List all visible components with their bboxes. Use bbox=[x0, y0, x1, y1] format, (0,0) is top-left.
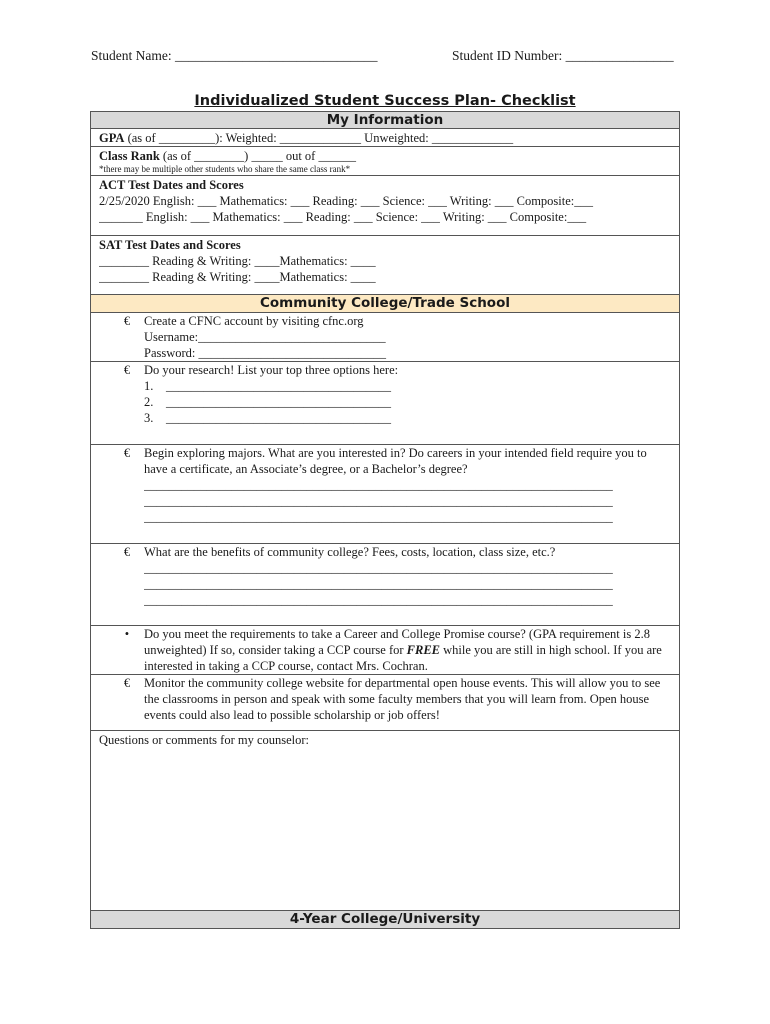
class-rank-label: Class Rank bbox=[99, 149, 160, 163]
checklist-item-ccp bbox=[91, 626, 679, 675]
cfnc-password-field: Password: ______________________________ bbox=[144, 346, 387, 360]
section-header-my-information: My Information bbox=[91, 112, 679, 129]
section-header-four-year-college: 4-Year College/University bbox=[91, 911, 679, 928]
benefits-answer-line-3: ___________________________________________________________________________ bbox=[144, 593, 613, 607]
page-title: Individualized Student Success Plan- Checklist bbox=[194, 93, 576, 109]
majors-answer-line-2: ___________________________________________________________________________ bbox=[144, 494, 613, 508]
free-emphasis: FREE bbox=[406, 643, 441, 657]
gpa-row bbox=[91, 129, 679, 147]
sat-line-2: ________ Reading & Writing: ____Mathematics: ____ bbox=[99, 270, 376, 284]
research-option-3 bbox=[144, 410, 673, 426]
option-number: 1. bbox=[144, 379, 154, 393]
research-text: Do your research! List your top three options here: bbox=[144, 363, 399, 377]
euro-bullet-icon: € bbox=[123, 446, 131, 460]
euro-bullet-icon: € bbox=[123, 545, 131, 559]
option-number: 3. bbox=[144, 411, 154, 425]
option-number: 2. bbox=[144, 395, 154, 409]
ccp-text: Do you meet the requirements to take a Career and College Promise course? (GPA requirement is 2.8 unweighted) If so, consider taking a CCP course for FREE while you are still in high school. If you are interested in taking a CCP course, contact Mrs. Cochran. bbox=[144, 627, 662, 673]
checklist-item-benefits bbox=[91, 544, 679, 626]
majors-answer-line-1: ___________________________________________________________________________ bbox=[144, 478, 613, 492]
class-rank-note: *there may be multiple other students who share the same class rank* bbox=[99, 164, 351, 174]
option-blank: ____________________________________ bbox=[166, 411, 391, 425]
euro-bullet-icon: € bbox=[123, 314, 131, 328]
act-line-1: 2/25/2020 English: ___ Mathematics: ___ Reading: ___ Science: ___ Writing: ___ Composite:___ bbox=[99, 194, 594, 208]
checklist-table bbox=[90, 111, 680, 929]
counselor-questions-box[interactable] bbox=[91, 731, 679, 911]
cfnc-text: Create a CFNC account by visiting cfnc.org bbox=[144, 314, 364, 328]
benefits-answer-line-1: ___________________________________________________________________________ bbox=[144, 561, 613, 575]
sat-row bbox=[91, 236, 679, 295]
majors-answer-line-3: ___________________________________________________________________________ bbox=[144, 510, 613, 524]
sat-title: SAT Test Dates and Scores bbox=[99, 238, 241, 252]
gpa-label: GPA bbox=[99, 131, 125, 145]
cfnc-username-field: Username:______________________________ bbox=[144, 330, 386, 344]
benefits-text: What are the benefits of community college? Fees, costs, location, class size, etc.? bbox=[144, 545, 556, 559]
checklist-item-majors bbox=[91, 445, 679, 544]
act-row bbox=[91, 176, 679, 236]
checklist-item-open-house bbox=[91, 675, 679, 731]
student-name-field: Student Name: ______________________________ bbox=[91, 48, 378, 63]
option-blank: ____________________________________ bbox=[166, 395, 391, 409]
research-option-2 bbox=[144, 394, 673, 410]
checklist-item-cfnc bbox=[91, 313, 679, 362]
act-line-2: _______ English: ___ Mathematics: ___ Reading: ___ Science: ___ Writing: ___ Composite:___ bbox=[99, 210, 587, 224]
class-rank-fields: (as of ________) _____ out of ______ bbox=[159, 149, 356, 163]
euro-bullet-icon: € bbox=[123, 676, 131, 690]
section-header-community-college: Community College/Trade School bbox=[91, 295, 679, 313]
benefits-answer-line-2: ___________________________________________________________________________ bbox=[144, 577, 613, 591]
student-id-field: Student ID Number: ________________ bbox=[452, 48, 674, 63]
checklist-item-research bbox=[91, 362, 679, 445]
class-rank-row bbox=[91, 147, 679, 176]
option-blank: ____________________________________ bbox=[166, 379, 391, 393]
act-title: ACT Test Dates and Scores bbox=[99, 178, 244, 192]
research-option-1 bbox=[144, 378, 673, 394]
counselor-questions-label: Questions or comments for my counselor: bbox=[99, 733, 310, 747]
open-house-text: Monitor the community college website for departmental open house events. This will allow you to see the classrooms in person and speak with some faculty members that you will learn from. Open house events could also lead to possible scholarship or job offers! bbox=[144, 676, 661, 722]
euro-bullet-icon: € bbox=[123, 363, 131, 377]
gpa-fields: (as of _________): Weighted: _____________ Unweighted: _____________ bbox=[124, 131, 514, 145]
dot-bullet-icon: • bbox=[124, 627, 130, 641]
majors-text: Begin exploring majors. What are you interested in? Do careers in your intended field require you to have a certificate, an Associate’s degree, or a Bachelor’s degree? bbox=[144, 446, 647, 476]
sat-line-1: ________ Reading & Writing: ____Mathematics: ____ bbox=[99, 254, 376, 268]
